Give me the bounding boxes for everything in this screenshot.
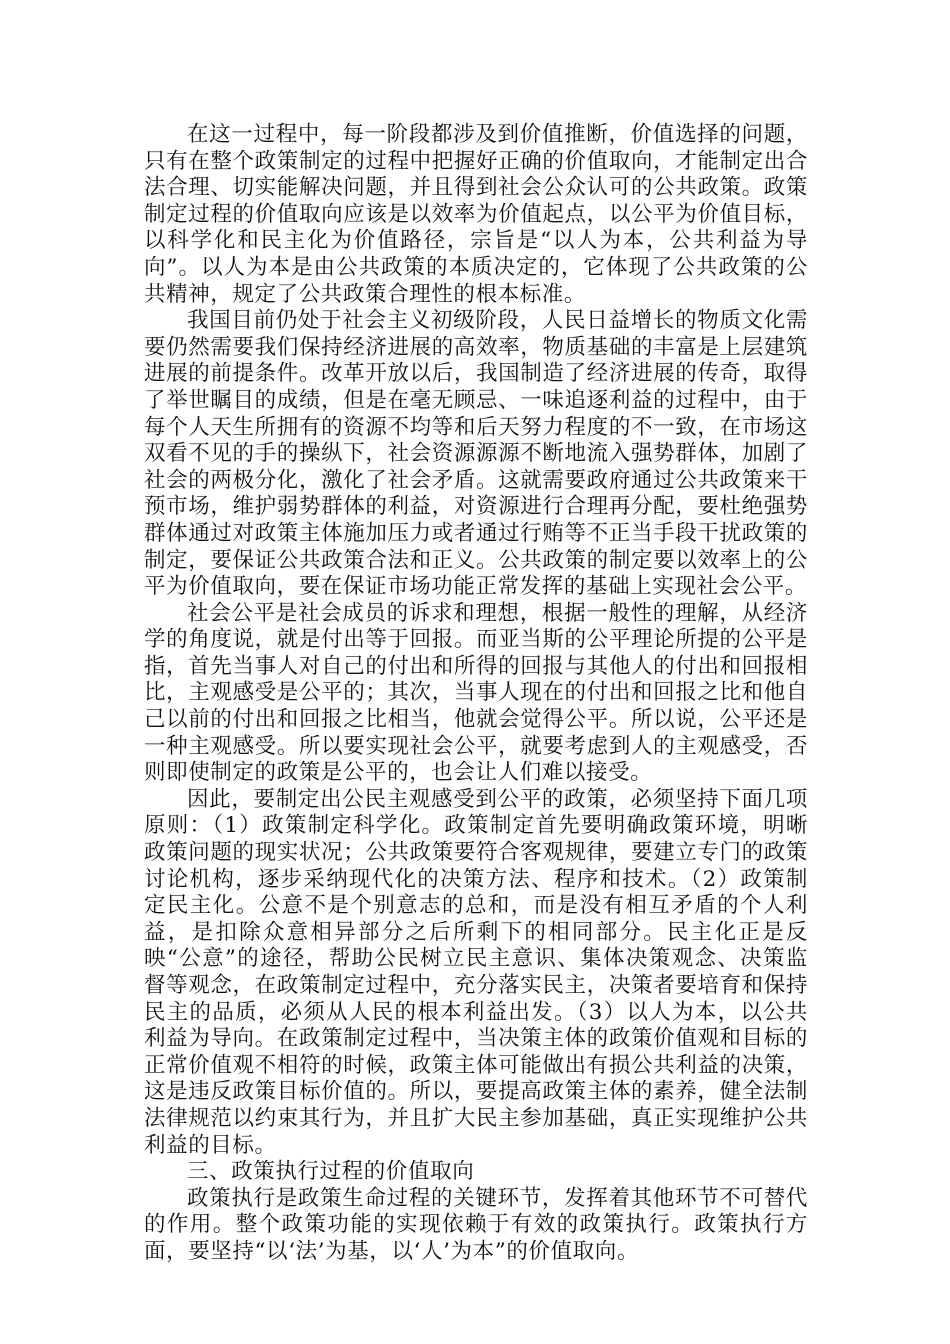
paragraph: 因此，要制定出公民主观感受到公平的政策，必须坚持下面几项原则：（1）政策制定科学化。政策制定首先要明确政策环境，明晰政策问题的现实状况；公共政策要符合客观规律，要建立专门的政策讨论机构，逐步采纳现代化的决策方法、程序和技术。（2）政策制定民主化。公意不是个别意志的总和，而是没有相互矛盾的个人利益，是扣除众意相异部分之后所剩下的相同部分。民主化正是反映“公意”的途径，帮助公民树立民主意识、集体决策观念、决策监督等观念，在政策制定过程中，充分落实民主，决策者要培育和保持民主的品质，必须从人民的根本利益出发。（3）以人为本，以公共利益为导向。在政策制定过程中，当决策主体的政策价值观和目标的正常价值观不相符的时候，政策主体可能做出有损公共利益的决策，这是违反政策目标价值的。所以，要提高政策主体的素养，健全法制法律规范以约束其行为，并且扩大民主参加基础，真正实现维护公共利益的目标。: [144, 786, 808, 1158]
paragraph: 政策执行是政策生命过程的关键环节，发挥着其他环节不可替代的作用。整个政策功能的实现依赖于有效的政策执行。政策执行方面，要坚持“以‘法’为基，以‘人’为本”的价值取向。: [144, 1185, 808, 1264]
document-body: [144, 122, 808, 1266]
paragraph: 我国目前仍处于社会主义初级阶段，人民日益增长的物质文化需要仍然需要我们保持经济进展的高效率，物质基础的丰富是上层建筑进展的前提条件。改革开放以后，我国制造了经济进展的传奇，取得了举世瞩目的成绩，但是在毫无顾忌、一味追逐利益的过程中，由于每个人天生所拥有的资源不均等和后天努力程度的不一致，在市场这双看不见的手的操纵下，社会资源源源不断地流入强势群体，加剧了社会的两极分化，激化了社会矛盾。这就需要政府通过公共政策来干预市场，维护弱势群体的利益，对资源进行合理再分配，要杜绝强势群体通过对政策主体施加压力或者通过行贿等不正当手段干扰政策的制定，要保证公共政策合法和正义。公共政策的制定要以效率上的公平为价值取向，要在保证市场功能正常发挥的基础上实现社会公平。: [144, 308, 808, 600]
paragraph: 在这一过程中，每一阶段都涉及到价值推断，价值选择的问题，只有在整个政策制定的过程中把握好正确的价值取向，才能制定出合法合理、切实能解决问题，并且得到社会公众认可的公共政策。政策制定过程的价值取向应该是以效率为价值起点，以公平为价值目标，以科学化和民主化为价值路径，宗旨是“以人为本，公共利益为导向”。以人为本是由公共政策的本质决定的，它体现了公共政策的公共精神，规定了公共政策合理性的根本标准。: [144, 122, 808, 307]
section-heading: 三、政策执行过程的价值取向: [187, 1159, 475, 1185]
paragraph: 社会公平是社会成员的诉求和理想，根据一般性的理解，从经济学的角度说，就是付出等于回报。而亚当斯的公平理论所提的公平是指，首先当事人对自己的付出和所得的回报与其他人的付出和回报相比，主观感受是公平的；其次，当事人现在的付出和回报之比和他自己以前的付出和回报之比相当，他就会觉得公平。所以说，公平还是一种主观感受。所以要实现社会公平，就要考虑到人的主观感受，否则即使制定的政策是公平的，也会让人们难以接受。: [144, 600, 808, 786]
